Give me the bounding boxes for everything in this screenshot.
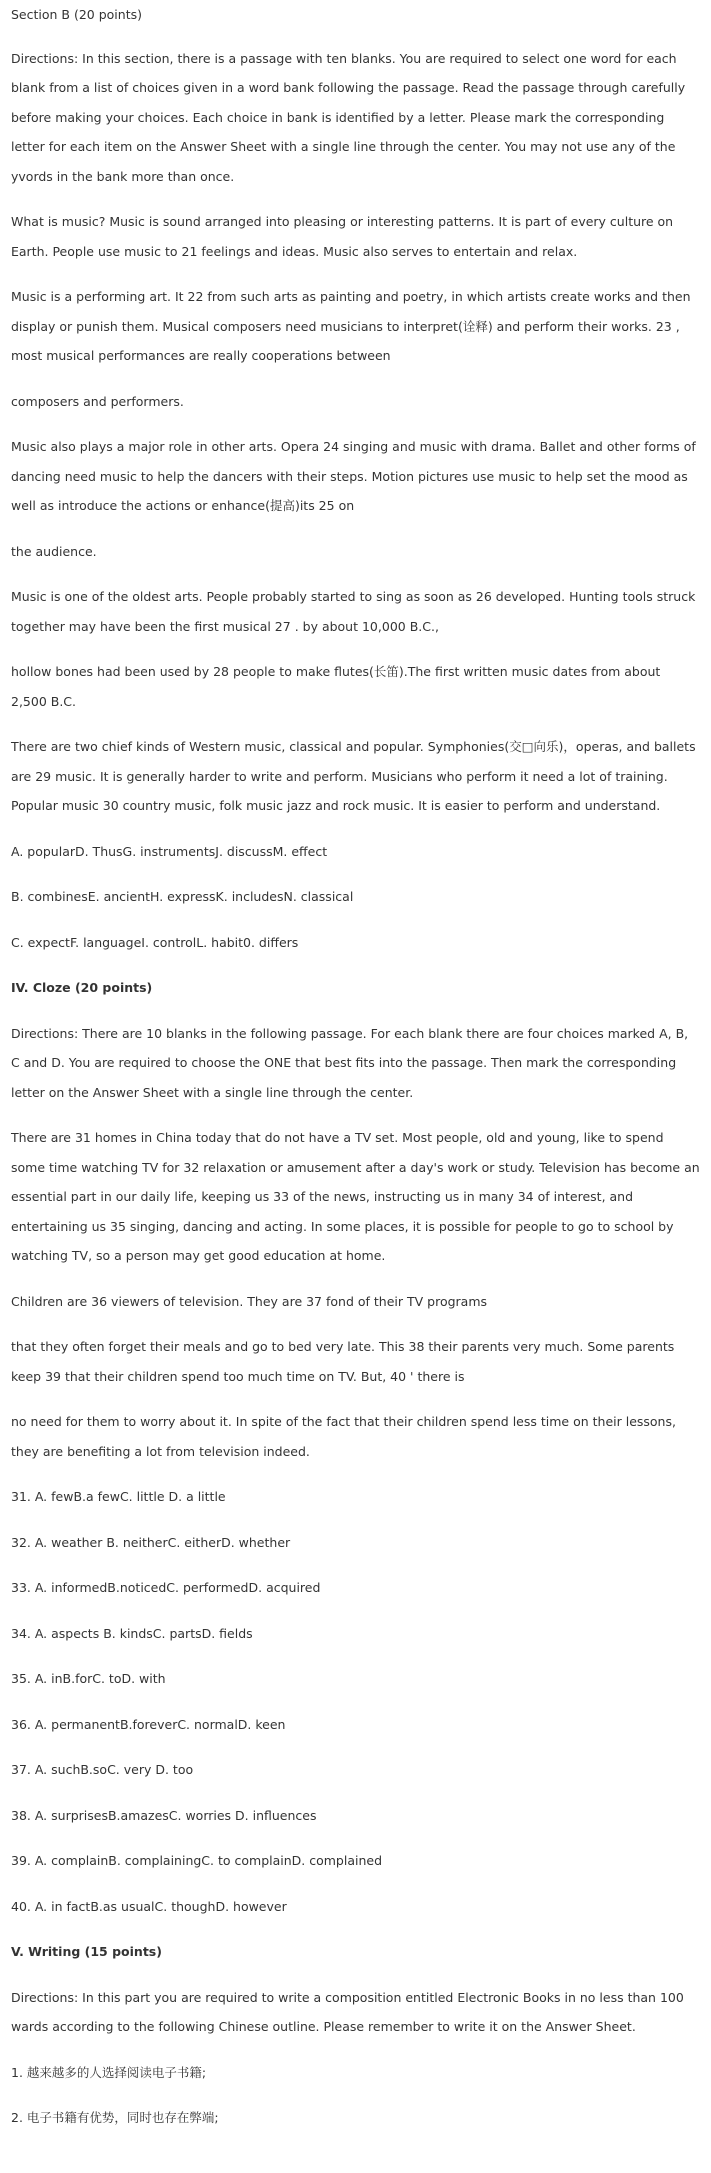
writing-heading: V. Writing (15 points) [11, 1944, 162, 1959]
passage-paragraph: composers and performers. [11, 393, 184, 409]
passage-paragraph: There are two chief kinds of Western music, classical and popular. Symphonies(交□向乐)，operas, and ballets are 29 music. It is generally harder to write and perform. Musicians who perform it need a lot of training. Popular music 30 country music, folk music jazz and rock music. It is easier to perform and understand. [11, 739, 696, 813]
cloze-option: 32. A. weather B. neitherC. eitherD. whether [11, 1534, 291, 1550]
writing-outline-item: 1. 越来越多的人选择阅读电子书籍; [11, 2064, 207, 2080]
writing-directions: Directions: In this part you are required to write a composition entitled Electronic Books in no less than 100 wards according to the following Chinese outline. Please remember to write it on the Answer Sheet. [11, 1989, 684, 2034]
passage-paragraph: Music is a performing art. It 22 from such arts as painting and poetry, in which artists create works and then display or punish them. Musical composers need musicians to interpret(诠释) and perform their works. 23 , most musical performances are really cooperations between [11, 289, 691, 363]
passage-paragraph: Music also plays a major role in other arts. Opera 24 singing and music with drama. Ballet and other forms of dancing need music to help the dancers with their steps. Motion pictures use music to help set the mood as well as introduce the actions or enhance(提高)its 25 on [11, 439, 696, 513]
cloze-paragraph: no need for them to worry about it. In spite of the fact that their children spend less time on their lessons, they are benefiting a lot from television indeed. [11, 1414, 676, 1459]
writing-outline-item: 2. 电子书籍有优势，同时也存在弊端; [11, 2110, 219, 2125]
cloze-paragraph: Children are 36 viewers of television. They are 37 fond of their TV programs [11, 1293, 488, 1309]
cloze-option: 39. A. complainB. complainingC. to complainD. complained [11, 1853, 383, 1868]
cloze-option: 36. A. permanentB.foreverC. normalD. keen [11, 1716, 286, 1732]
cloze-option: 35. A. inB.forC. toD. with [11, 1671, 166, 1686]
cloze-option: 34. A. aspects B. kindsC. partsD. fields [11, 1625, 253, 1641]
section-b-directions: Directions: In this section, there is a passage with ten blanks. You are required to select one word for each blank from a list of choices given in a word bank following the passage. Read the passage through carefully before making your choices. Each choice in bank is identified by a letter. Please mark the corresponding letter for each item on the Answer Sheet with a single line through the center. You may not use any of the yvords in the bank more than once. [11, 50, 686, 184]
passage-paragraph: Music is one of the oldest arts. People probably started to sing as soon as 26 developed. Hunting tools struck together may have been the first musical 27 . by about 10,000 B.C., [11, 589, 696, 634]
cloze-paragraph: There are 31 homes in China today that do not have a TV set. Most people, old and young, like to spend some time watching TV for 32 relaxation or amusement after a day's work or study. Television has become an essential part in our daily life, keeping us 33 of the news, instructing us in many 34 of interest, and entertaining us 35 singing, dancing and acting. In some places, it is possible for people to go to school by watching TV, so a person may get good education at home. [11, 1130, 700, 1263]
cloze-option: 38. A. surprisesB.amazesC. worries D. influences [11, 1807, 317, 1823]
passage-paragraph: hollow bones had been used by 28 people to make flutes(长笛).The first written music dates from about 2,500 B.C. [11, 664, 661, 709]
cloze-option: 31. A. fewB.a fewC. little D. a little [11, 1489, 226, 1504]
passage-paragraph: What is music? Music is sound arranged into pleasing or interesting patterns. It is part of every culture on Earth. People use music to 21 feelings and ideas. Music also serves to entertain and relax. [11, 214, 674, 259]
word-bank-row: B. combinesE. ancientH. expressK. includesN. classical [11, 889, 354, 904]
cloze-heading: IV. Cloze (20 points) [11, 980, 153, 995]
cloze-option: 40. A. in factB.as usualC. thoughD. however [11, 1898, 287, 1914]
cloze-paragraph: that they often forget their meals and go to bed very late. This 38 their parents very much. Some parents keep 39 that their children spend too much time on TV. But, 40 ' there is [11, 1339, 675, 1384]
cloze-directions: Directions: There are 10 blanks in the following passage. For each blank there are four choices marked A, B, C and D. You are required to choose the ONE that best fits into the passage. Then mark the corresponding letter on the Answer Sheet with a single line through the center. [11, 1025, 689, 1100]
cloze-option: 33. A. informedB.noticedC. performedD. acquired [11, 1580, 321, 1595]
word-bank-row: C. expectF. languageI. controlL. habit0. differs [11, 934, 299, 950]
passage-paragraph: the audience. [11, 543, 97, 559]
section-b-heading: Section B (20 points) [11, 7, 142, 22]
cloze-option: 37. A. suchB.soC. very D. too [11, 1762, 194, 1777]
word-bank-row: A. popularD. ThusG. instrumentsJ. discussM. effect [11, 843, 328, 859]
